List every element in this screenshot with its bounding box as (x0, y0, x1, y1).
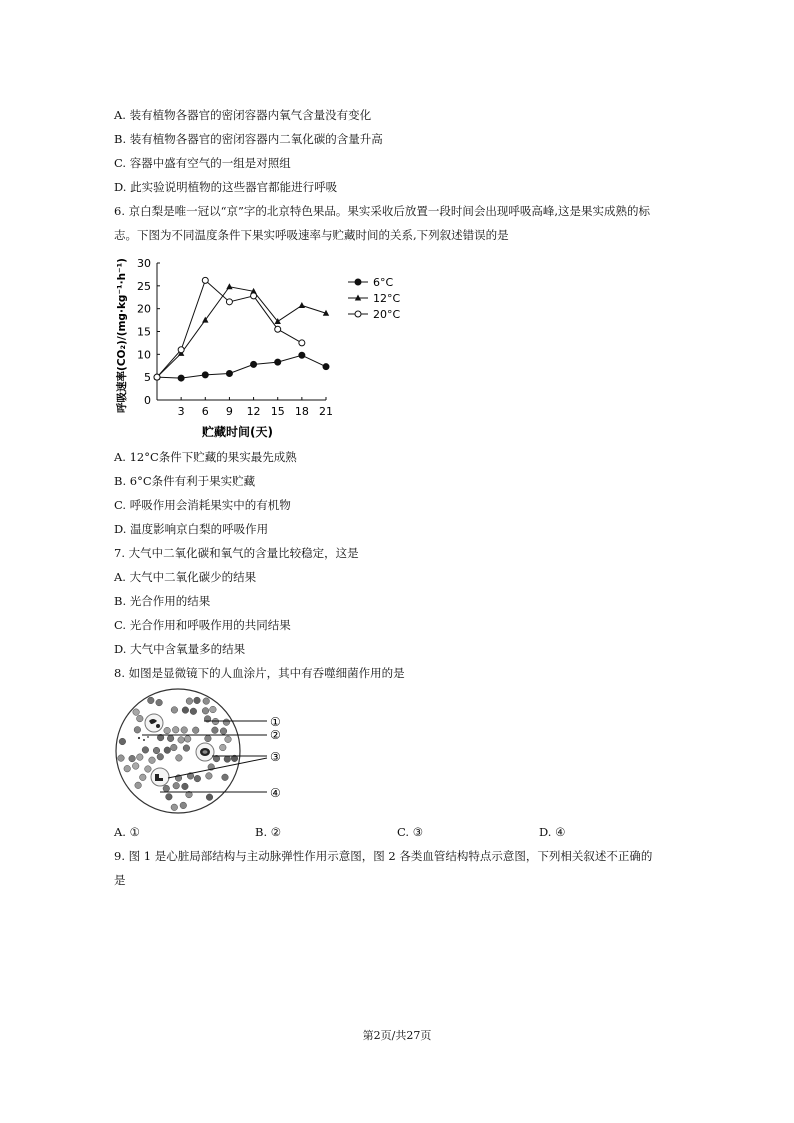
red-blood-cell (206, 773, 213, 780)
label-3: ③ (270, 750, 281, 764)
red-blood-cell (194, 775, 201, 782)
red-blood-cell (148, 697, 155, 704)
data-point (178, 347, 184, 353)
data-point (226, 299, 232, 305)
q7-option-b: B. 光合作用的结果 (114, 594, 211, 608)
white-cell-center (196, 743, 214, 761)
legend-label: 6°C (373, 276, 394, 289)
red-blood-cell (135, 782, 142, 789)
red-blood-cell (173, 782, 180, 789)
q5-option-c: C. 容器中盛有空气的一组是对照组 (114, 156, 291, 170)
red-blood-cell (118, 755, 125, 762)
q7-option-c: C. 光合作用和呼吸作用的共同结果 (114, 618, 291, 632)
y-tick-label: 5 (144, 371, 151, 385)
red-blood-cell (176, 755, 183, 762)
red-blood-cell (224, 756, 231, 763)
q9-stem-line2: 是 (114, 873, 126, 887)
series-line-12°C (157, 287, 326, 377)
red-blood-cell (157, 754, 164, 761)
data-point (154, 374, 160, 380)
series-line-6°C (157, 355, 326, 378)
q5-option-d: D. 此实验说明植物的这些器官都能进行呼吸 (114, 180, 338, 194)
label-2: ② (270, 728, 281, 742)
data-point (226, 283, 232, 289)
red-blood-cell (137, 754, 144, 761)
red-blood-cell (182, 707, 189, 714)
q8-option-d: D. ④ (539, 825, 566, 839)
q5-option-a: A. 装有植物各器官的密闭容器内氧气含量没有变化 (114, 108, 372, 122)
red-blood-cell (223, 719, 230, 726)
y-tick-label: 20 (137, 302, 151, 316)
red-blood-cell (183, 745, 190, 752)
red-blood-cell (181, 727, 188, 734)
red-blood-cell (119, 738, 126, 745)
y-tick-label: 25 (137, 279, 151, 293)
red-blood-cell (163, 785, 170, 792)
data-point (355, 279, 361, 285)
red-blood-cell (182, 783, 189, 790)
white-cell-bottom-left (151, 768, 169, 786)
red-blood-cell (164, 727, 171, 734)
red-blood-cell (220, 744, 227, 751)
red-blood-cell (203, 698, 210, 705)
q9-stem-line1: 9. 图 1 是心脏局部结构与主动脉弹性作用示意图，图 2 各类血管结构特点示意图，下列相关叙述不正确的 (114, 849, 653, 863)
q6-option-a: A. 12°C条件下贮藏的果实最先成熟 (114, 450, 297, 464)
label-1: ① (270, 715, 281, 729)
data-point (251, 293, 257, 299)
page-footer: 第2页/共27页 (362, 1029, 432, 1042)
q6-stem-line1: 6. 京白梨是唯一冠以“京”字的北京特色果品。果实采收后放置一段时间会出现呼吸高峰,这是果实成熟的标 (114, 204, 651, 218)
q6-option-b: B. 6°C条件有利于果实贮藏 (114, 474, 256, 488)
red-blood-cell (206, 794, 213, 801)
data-point (299, 352, 305, 358)
data-point (299, 340, 305, 346)
red-blood-cell (137, 715, 144, 722)
y-tick-label: 10 (137, 348, 151, 362)
red-blood-cell (142, 747, 149, 754)
red-blood-cell (164, 747, 171, 754)
y-axis-label: 呼吸速率(CO₂)/(mg·kg⁻¹·h⁻¹) (116, 258, 128, 413)
legend-label: 20°C (373, 308, 401, 321)
red-blood-cell (129, 755, 136, 762)
smear-field (116, 689, 240, 813)
red-blood-cell (192, 727, 199, 734)
x-tick-label: 3 (177, 405, 185, 418)
red-blood-cell (220, 728, 227, 735)
q6-option-c: C. 呼吸作用会消耗果实中的有机物 (114, 498, 291, 512)
red-blood-cell (134, 727, 141, 734)
data-point (323, 364, 329, 370)
red-blood-cell (190, 708, 197, 715)
q8-option-a: A. ① (114, 825, 140, 839)
red-blood-cell (133, 709, 140, 716)
red-blood-cell (184, 736, 191, 743)
red-blood-cell (171, 744, 178, 751)
data-point (355, 311, 361, 317)
data-point (275, 326, 281, 332)
red-blood-cell (210, 706, 217, 713)
red-blood-cell (186, 698, 193, 705)
red-blood-cell (156, 699, 163, 706)
data-point (299, 302, 305, 308)
data-point (275, 359, 281, 365)
red-blood-cell (225, 736, 232, 743)
q8-stem: 8. 如图是显微镜下的人血涂片，其中有吞噬细菌作用的是 (114, 666, 405, 680)
red-blood-cell (171, 707, 178, 714)
x-tick-label: 12 (246, 405, 261, 418)
x-tick-label: 18 (294, 405, 309, 418)
red-blood-cell (222, 774, 229, 781)
respiration-chart (110, 250, 410, 445)
x-tick-label: 15 (270, 405, 285, 418)
red-blood-cell (132, 763, 139, 770)
data-point (202, 372, 208, 378)
label-4: ④ (270, 786, 281, 800)
blood-smear-diagram (108, 688, 308, 818)
red-blood-cell (153, 747, 160, 754)
q5-option-b: B. 装有植物各器官的密闭容器内二氧化碳的含量升高 (114, 132, 383, 146)
red-blood-cell (212, 727, 219, 734)
red-blood-cell (149, 757, 156, 764)
red-blood-cell (202, 708, 209, 715)
data-point (226, 371, 232, 377)
q8-option-b: B. ② (255, 825, 282, 839)
x-tick-label: 9 (225, 405, 233, 418)
q6-stem-line2: 志。下图为不同温度条件下果实呼吸速率与贮藏时间的关系,下列叙述错误的是 (114, 228, 509, 242)
q7-stem: 7. 大气中二氧化碳和氧气的含量比较稳定，这是 (114, 546, 359, 560)
red-blood-cell (178, 737, 185, 744)
data-point (251, 361, 257, 367)
red-blood-cell (167, 735, 174, 742)
red-blood-cell (194, 697, 201, 704)
red-blood-cell (172, 727, 179, 734)
y-tick-label: 0 (144, 394, 151, 407)
red-blood-cell (180, 802, 187, 809)
q7-option-a: A. 大气中二氧化碳少的结果 (114, 570, 257, 584)
data-point (178, 375, 184, 381)
legend-label: 12°C (373, 292, 401, 305)
data-point (202, 277, 208, 283)
white-cell-top-left (145, 714, 163, 732)
q6-option-d: D. 温度影响京白梨的呼吸作用 (114, 522, 269, 536)
x-axis-label: 贮藏时间(天) (202, 425, 273, 439)
q8-option-c: C. ③ (397, 825, 424, 839)
x-tick-label: 6 (201, 405, 209, 418)
red-blood-cell (140, 774, 147, 781)
red-blood-cell (145, 766, 152, 773)
y-tick-label: 15 (137, 325, 151, 339)
red-blood-cell (166, 794, 173, 801)
q7-option-d: D. 大气中含氧量多的结果 (114, 642, 246, 656)
y-tick-label: 30 (137, 257, 151, 270)
x-tick-label: 21 (319, 405, 333, 418)
red-blood-cell (205, 735, 212, 742)
red-blood-cell (124, 765, 131, 772)
red-blood-cell (171, 804, 178, 811)
